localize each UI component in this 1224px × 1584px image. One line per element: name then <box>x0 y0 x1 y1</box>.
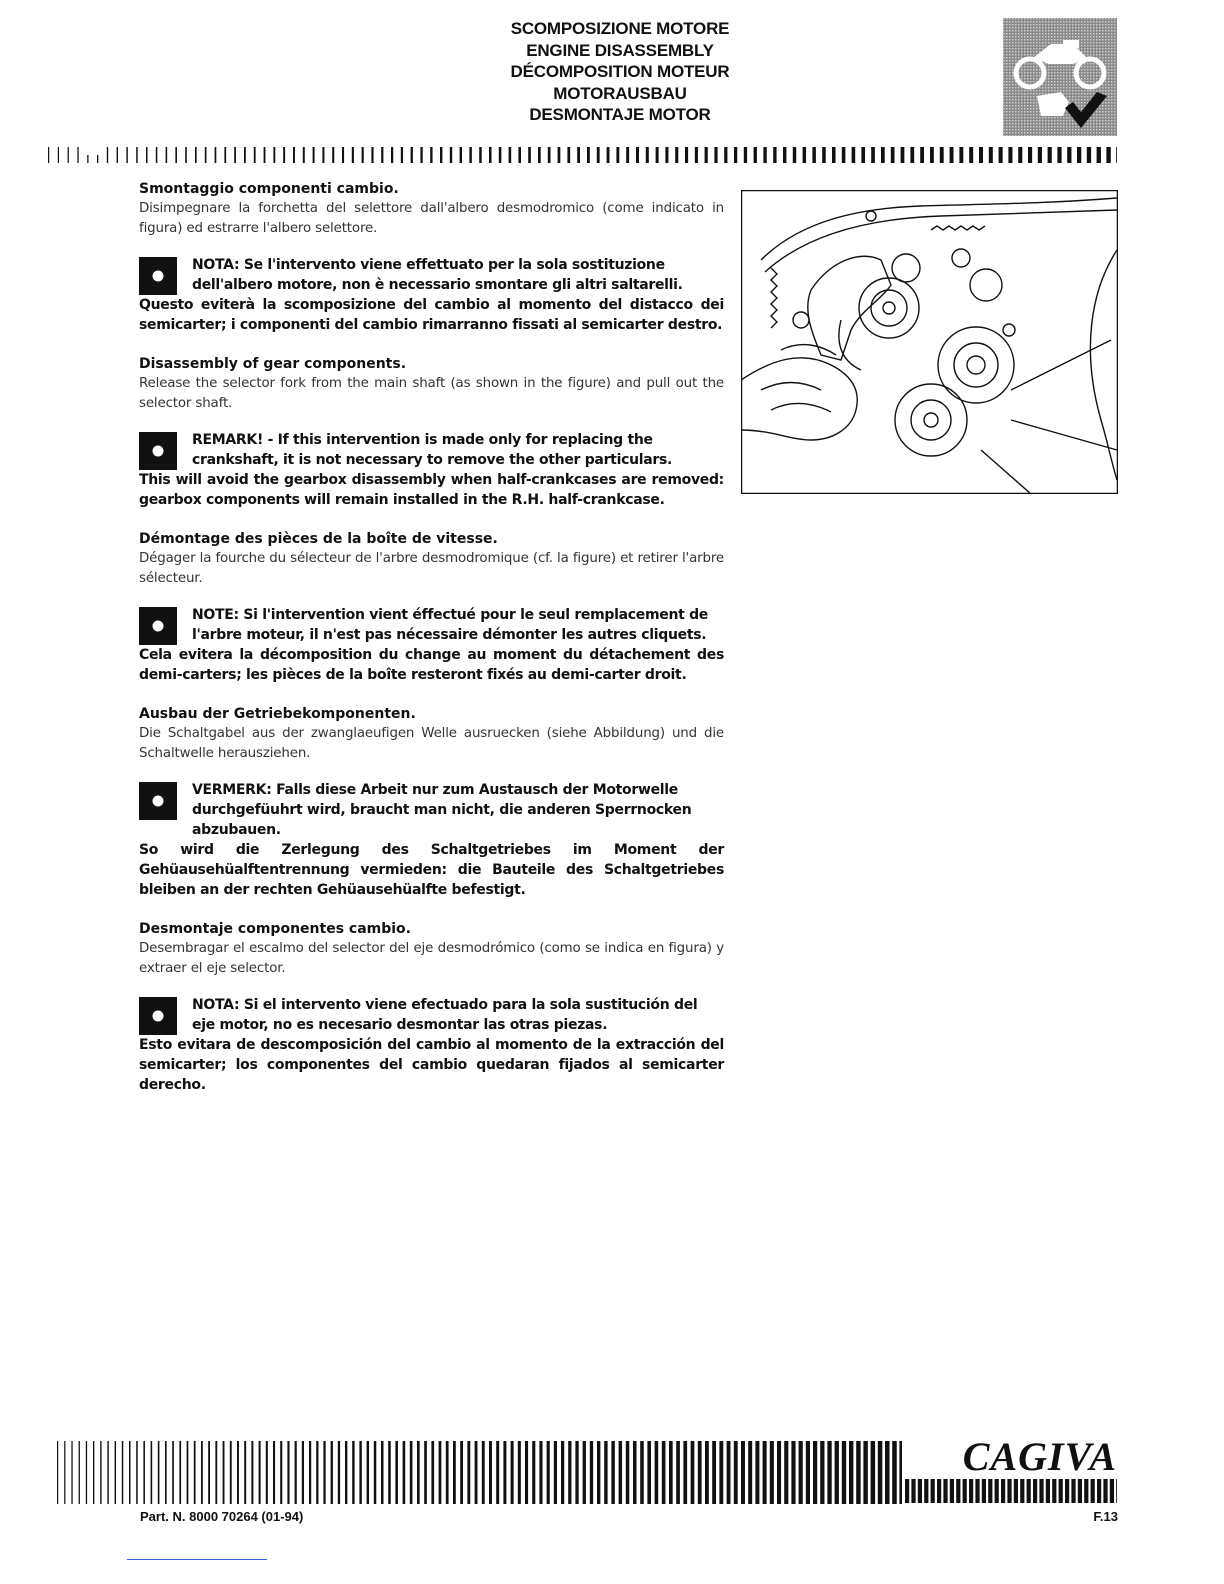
note-lead: NOTA: Se l'intervento viene effettuato per la sola sostituzione dell'albero motore, non è necessario smontare gli altri saltarelli. <box>192 257 683 293</box>
note-icon <box>139 607 177 645</box>
note-icon <box>139 257 177 295</box>
note-lead: NOTA: Si el intervento viene efectuado para la sola sustitución del eje motor, no es necesario desmontar las otras piezas. <box>192 997 698 1033</box>
motorcycle-engine-icon <box>1003 18 1117 136</box>
bottom-rule <box>127 1559 267 1560</box>
note-block <box>139 430 724 510</box>
section-german <box>139 705 724 900</box>
title-french: DÉCOMPOSITION MOTEUR <box>510 62 730 81</box>
footer-bar-pattern <box>57 1441 902 1504</box>
note-lead: VERMERK: Falls diese Arbeit nur zum Austausch der Motorwelle durchgefüuhrt wird, braucht man nicht, die anderen Sperrnocken abzubauen. <box>192 782 692 838</box>
section-text: Desembragar el escalmo del selector del eje desmodrómico (como se indica en figura) y extraer el eje selector. <box>139 941 724 976</box>
note-icon <box>139 782 177 820</box>
title-german: MOTORAUSBAU <box>553 83 687 103</box>
section-english <box>139 355 724 510</box>
tick-rule-divider <box>48 147 1117 163</box>
part-number: Part. N. 8000 70264 (01-94) <box>140 1509 304 1524</box>
section-text: Die Schaltgabel aus der zwanglaeufigen Welle ausruecken (siehe Abbildung) und die Schaltwelle herausziehen. <box>139 726 724 761</box>
note-block <box>139 780 724 900</box>
title-spanish: DESMONTAJE MOTOR <box>529 105 711 124</box>
section-text: Dégager la fourche du sélecteur de l'arbre desmodromique (cf. la figure) et retirer l'arbre sélecteur. <box>139 551 724 586</box>
note-body: Questo eviterà la scomposizione del cambio al momento del distacco dei semicarter; i componenti del cambio rimarranno fissati al semicarter destro. <box>139 297 724 333</box>
section-french <box>139 530 724 685</box>
brand-bar-pattern <box>905 1479 1117 1503</box>
section-title: Démontage des pièces de la boîte de vitesse. <box>139 531 498 547</box>
note-lead: NOTE: Si l'intervention vient éffectué pour le seul remplacement de l'arbre moteur, il n'est pas nécessaire démonter les autres cliquets. <box>192 607 708 643</box>
section-title: Ausbau der Getriebekomponenten. <box>139 706 416 722</box>
content-column <box>139 180 724 1115</box>
section-title: Disassembly of gear components. <box>139 356 407 372</box>
page-number: F.13 <box>1093 1509 1118 1524</box>
section-text: Disimpegnare la forchetta del selettore dall'albero desmodromico (come indicato in figura) ed estrarre l'albero selettore. <box>139 201 724 236</box>
gearbox-selector-illustration <box>741 190 1118 494</box>
note-block <box>139 255 724 335</box>
note-body: Cela evitera la décomposition du change au moment du détachement des demi-carters; les pièces de la boîte resteront fixés au demi-carter droit. <box>139 647 724 683</box>
header-titles <box>470 18 770 126</box>
section-spanish <box>139 920 724 1095</box>
note-block <box>139 995 724 1095</box>
section-text: Release the selector fork from the main shaft (as shown in the figure) and pull out the selector shaft. <box>139 376 724 411</box>
note-lead: REMARK! - If this intervention is made only for replacing the crankshaft, it is not necessary to remove the other particulars. <box>192 432 673 468</box>
note-body: So wird die Zerlegung des Schaltgetriebes im Moment der Gehüausehüalftentrennung vermieden: die Bauteile des Schaltgetriebes bleiben an der rechten Gehüausehüalfte befestigt. <box>139 842 724 898</box>
note-icon <box>139 997 177 1035</box>
section-title: Desmontaje componentes cambio. <box>139 921 411 937</box>
title-english: ENGINE DISASSEMBLY <box>526 40 714 60</box>
brand-logo: CAGIVA <box>962 1434 1117 1479</box>
note-block <box>139 605 724 685</box>
section-title: Smontaggio componenti cambio. <box>139 181 399 197</box>
section-italian <box>139 180 724 335</box>
note-body: This will avoid the gearbox disassembly when half-crankcases are removed: gearbox components will remain installed in the R.H. half-crankcase. <box>139 472 724 508</box>
brand-block <box>905 1434 1117 1503</box>
note-icon <box>139 432 177 470</box>
note-body: Esto evitara de descomposición del cambio al momento de la extracción del semicarter; los componentes del cambio quedaran fijados al semicarter derecho. <box>139 1037 724 1093</box>
title-italian: SCOMPOSIZIONE MOTORE <box>510 19 730 38</box>
